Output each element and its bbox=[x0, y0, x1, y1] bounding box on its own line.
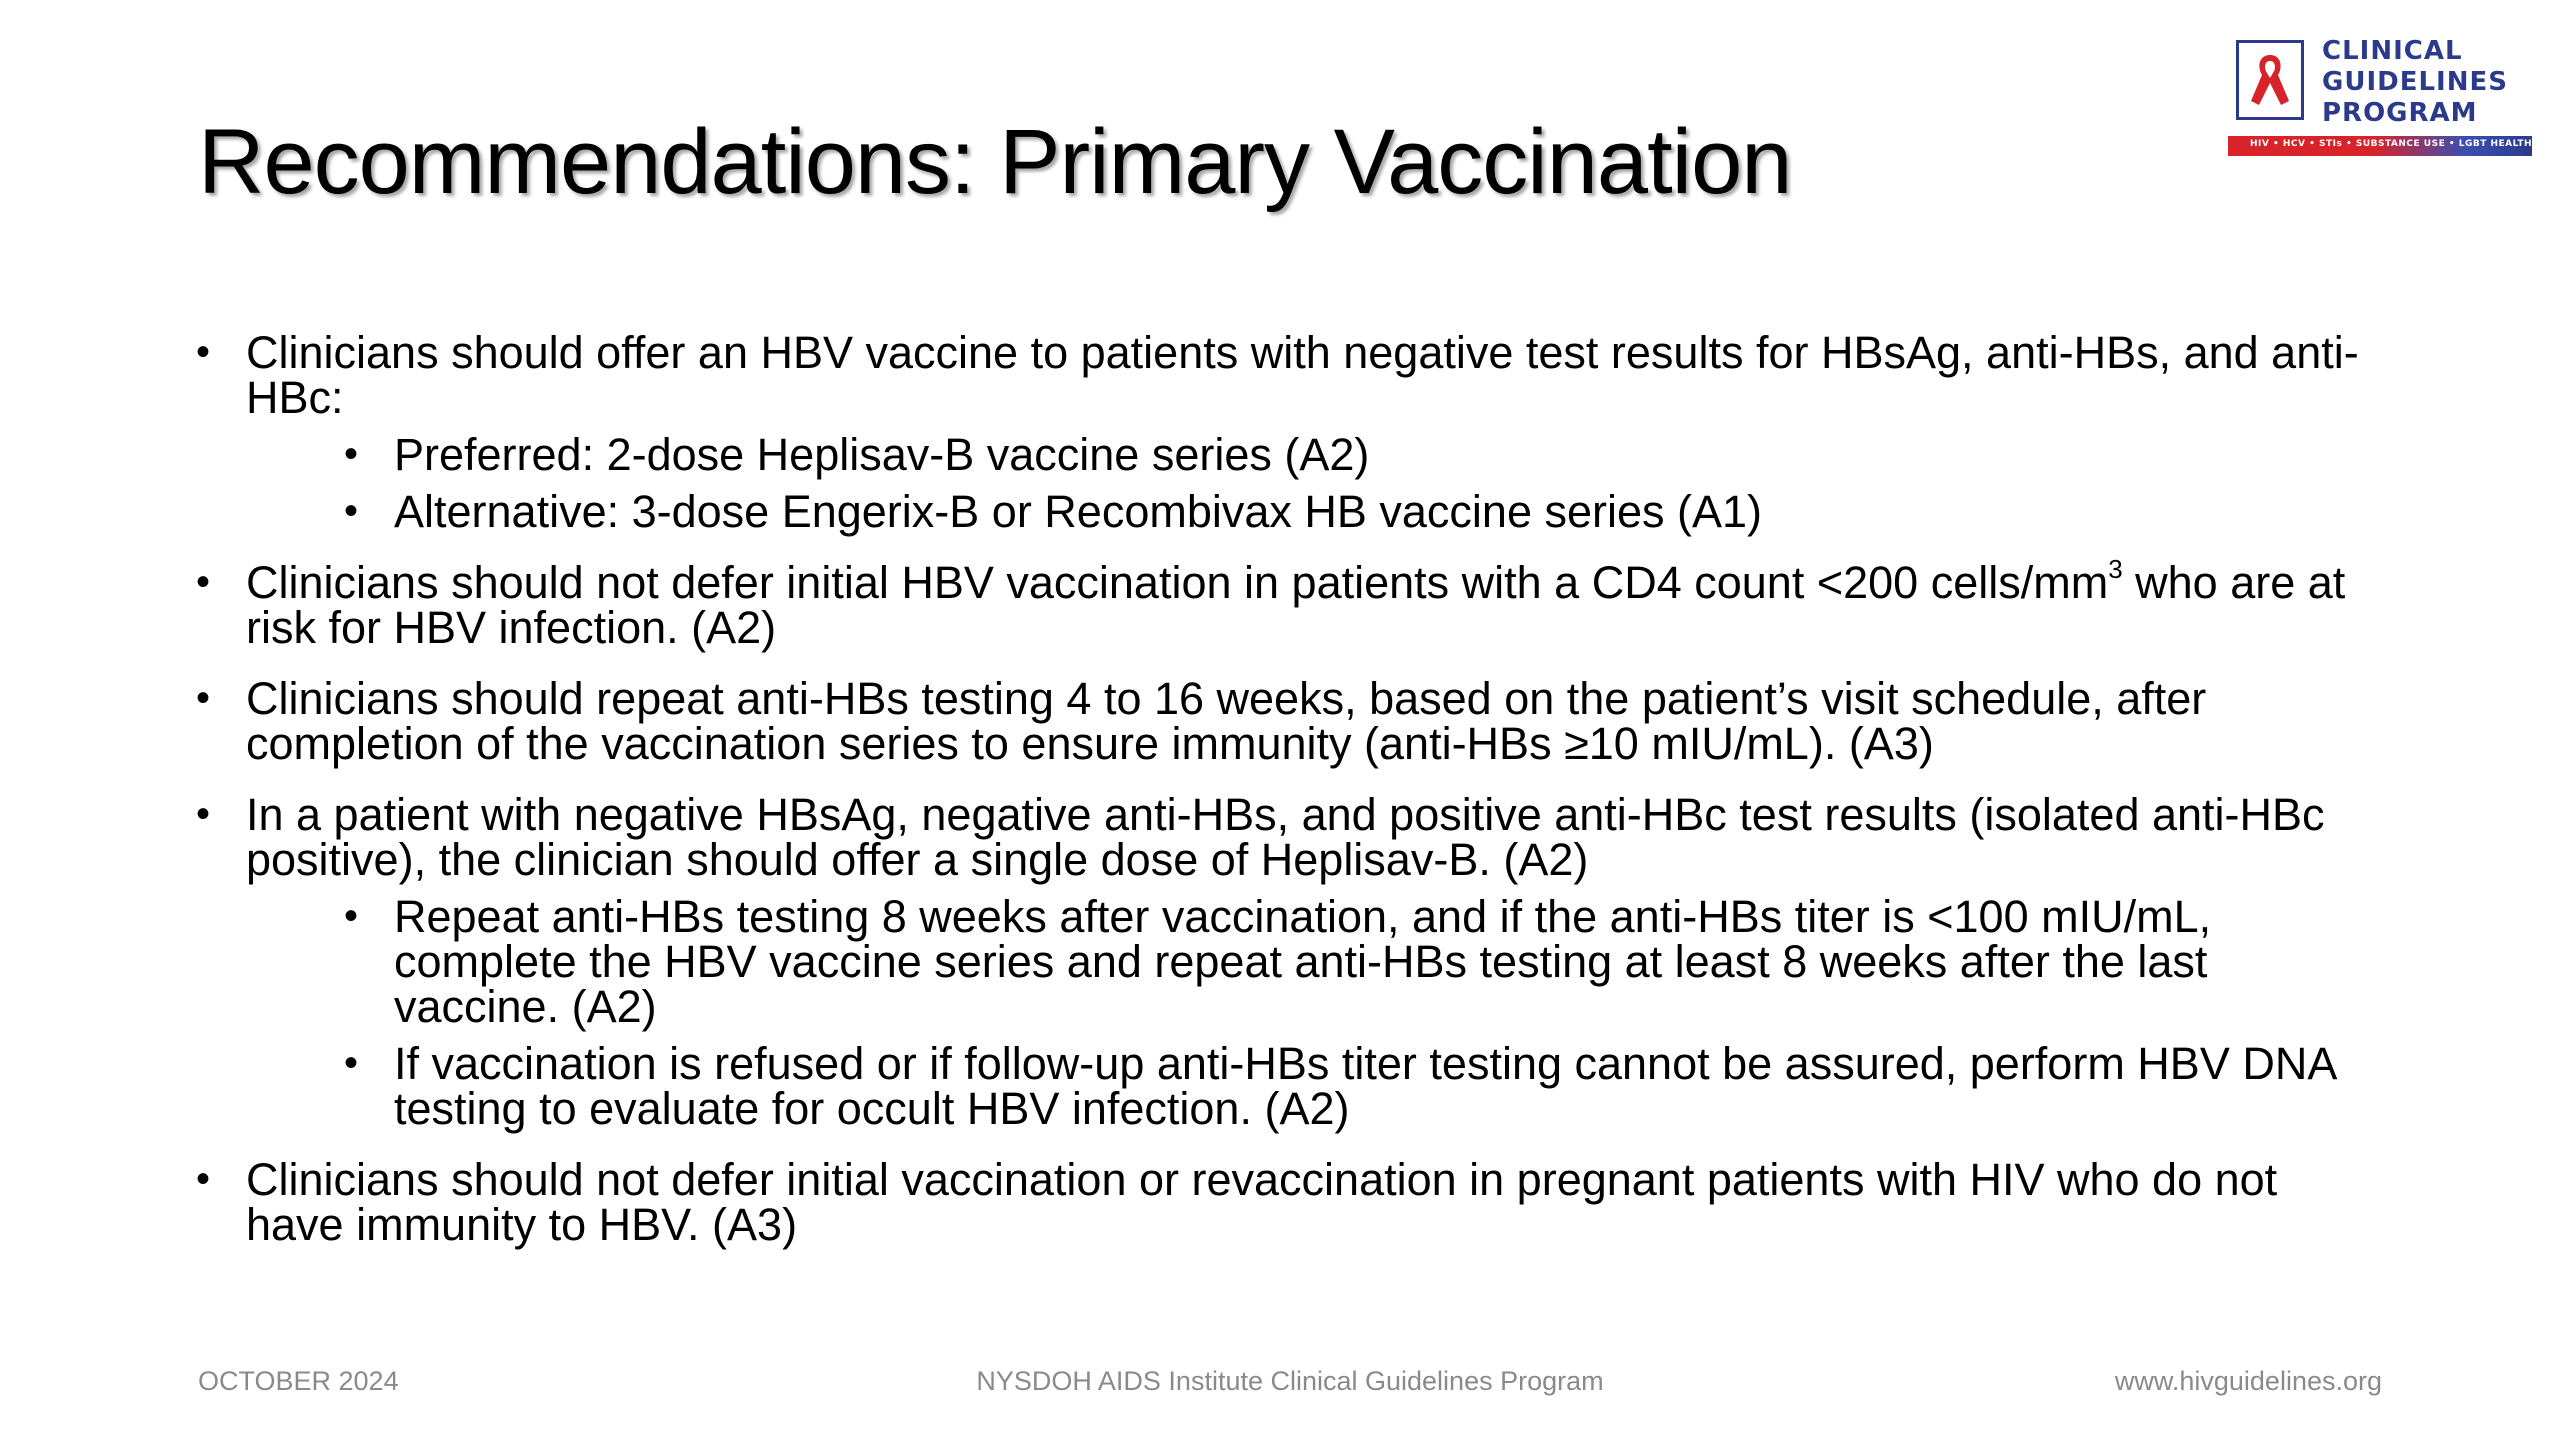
logo-text bbox=[2322, 36, 2508, 129]
bullet-marker: • bbox=[196, 792, 211, 836]
bullet-marker: • bbox=[196, 676, 211, 720]
bullet-marker: • bbox=[196, 330, 211, 374]
bullet-marker: • bbox=[196, 560, 211, 604]
red-ribbon-icon bbox=[2247, 51, 2293, 111]
sub-bullet-marker: • bbox=[344, 432, 359, 476]
sub-bullet-marker: • bbox=[344, 1041, 359, 1085]
sub-bullet-list bbox=[246, 429, 2376, 537]
bullet-text: Clinicians should not defer initial vaccination or revaccination in pregnant patients with HIV who do not have immunity to HBV. (A3) bbox=[246, 1154, 2278, 1250]
bullet-item bbox=[196, 1154, 2376, 1250]
footer-date: OCTOBER 2024 bbox=[198, 1366, 399, 1396]
bullet-text: Clinicians should offer an HBV vaccine to patients with negative test results for HBsAg, anti-HBs, and anti-HBc: bbox=[246, 327, 2359, 423]
sub-bullet-item bbox=[344, 891, 2376, 1032]
superscript: 3 bbox=[2108, 554, 2123, 584]
logo-tagline-bar bbox=[2228, 136, 2532, 156]
sub-bullet-text: Repeat anti-HBs testing 8 weeks after vaccination, and if the anti-HBs titer is <100 mIU/mL, complete the HBV vaccine series and repeat anti-HBs testing at least 8 weeks after the last vaccine. (A2) bbox=[394, 891, 2212, 1032]
sub-bullet-text: Alternative: 3-dose Engerix-B or Recombivax HB vaccine series (A1) bbox=[394, 486, 1763, 537]
sub-bullet-list bbox=[246, 891, 2376, 1134]
footer-website[interactable]: www.hivguidelines.org bbox=[2114, 1366, 2382, 1396]
sub-bullet-item bbox=[344, 486, 2376, 537]
sub-bullet-marker: • bbox=[344, 489, 359, 533]
sub-bullet-text: If vaccination is refused or if follow-up anti-HBs titer testing cannot be assured, perform HBV DNA testing to evaluate for occult HBV infection. (A2) bbox=[394, 1038, 2335, 1134]
bullet-item bbox=[196, 673, 2376, 769]
clinical-guidelines-logo bbox=[2236, 36, 2536, 160]
footer-program: NYSDOH AIDS Institute Clinical Guidelines Program bbox=[976, 1366, 1604, 1396]
slide-title: Recommendations: Primary Vaccination bbox=[198, 111, 1792, 213]
sub-bullet-text: Preferred: 2-dose Heplisav-B vaccine series (A2) bbox=[394, 429, 1370, 480]
bullet-item bbox=[196, 789, 2376, 1134]
bullet-text: Clinicians should not defer initial HBV vaccination in patients with a CD4 count <200 cells/mm bbox=[246, 557, 2109, 608]
bullet-item bbox=[196, 554, 2376, 653]
sub-bullet-item bbox=[344, 429, 2376, 480]
logo-badge bbox=[2236, 40, 2304, 120]
logo-tagline: HIV • HCV • STIs • SUBSTANCE USE • LGBT HEALTH bbox=[2250, 139, 2533, 149]
bullet-text: In a patient with negative HBsAg, negative anti-HBs, and positive anti-HBc test results (isolated anti-HBc positive), the clinician should offer a single dose of Heplisav-B. (A2) bbox=[246, 789, 2325, 885]
sub-bullet-marker: • bbox=[344, 894, 359, 938]
bullet-marker: • bbox=[196, 1157, 211, 1201]
logo-line-3: PROGRAM bbox=[2322, 98, 2478, 128]
bullet-list bbox=[196, 327, 2376, 1273]
sub-bullet-item bbox=[344, 1038, 2376, 1134]
logo-line-2: GUIDELINES bbox=[2322, 67, 2508, 97]
logo-line-1: CLINICAL bbox=[2322, 36, 2463, 66]
bullet-text-continued: who are at risk for HBV infection. (A2) bbox=[246, 557, 2346, 653]
bullet-text: Clinicians should repeat anti-HBs testing 4 to 16 weeks, based on the patient’s visit schedule, after completion of the vaccination series to ensure immunity (anti-HBs ≥10 mIU/mL). (A3) bbox=[246, 673, 2207, 769]
bullet-item bbox=[196, 327, 2376, 537]
